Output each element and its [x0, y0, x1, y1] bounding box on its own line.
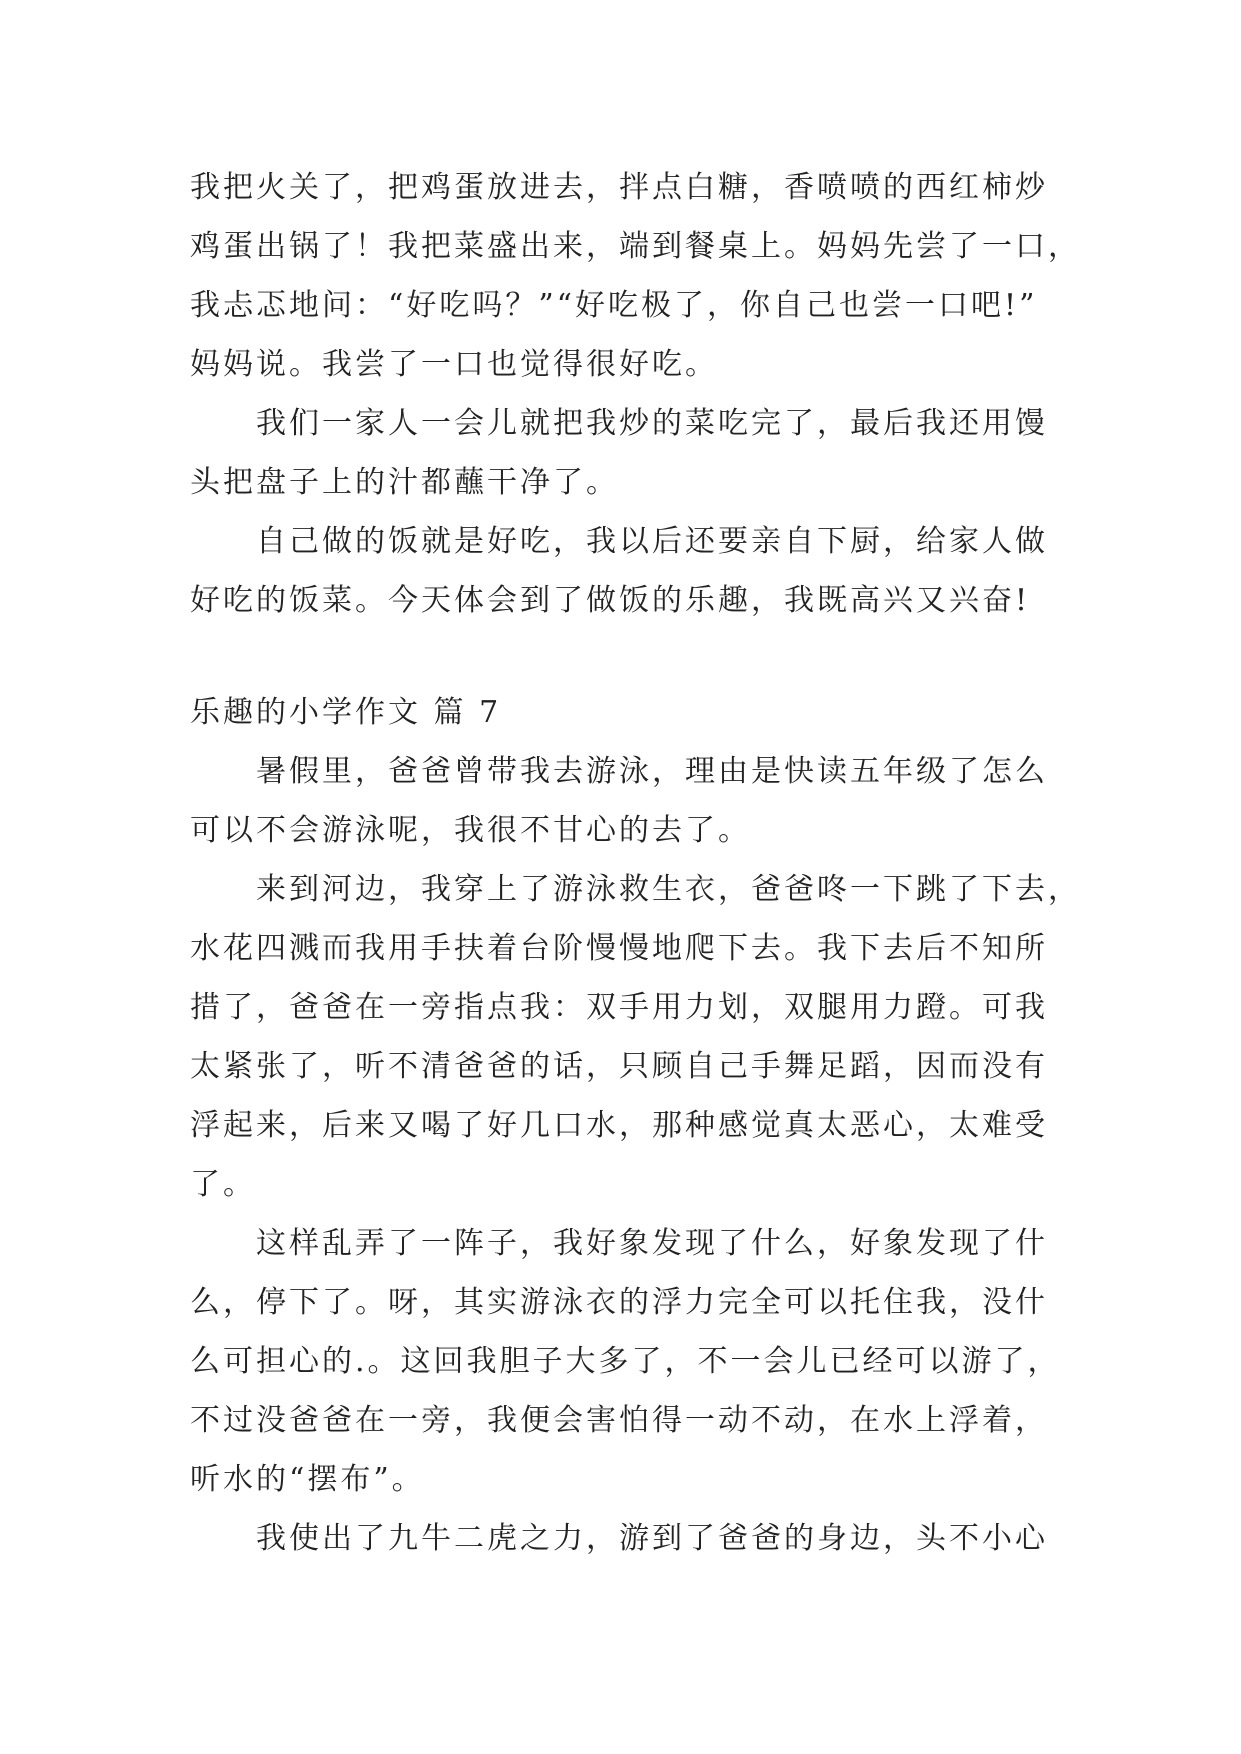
text-line: 鸡蛋出锅了！我把菜盛出来，端到餐桌上。妈妈先尝了一口， [190, 229, 1081, 264]
text-line: 我忐忑地问：“好吃吗？”“好吃极了，你自己也尝一口吧!” [190, 288, 1038, 323]
paragraph-first-line: 我们一家人一会儿就把我炒的菜吃完了，最后我还用馒 [256, 406, 1048, 441]
paragraph-first-line: 暑假里，爸爸曾带我去游泳，理由是快读五年级了怎么 [256, 754, 1048, 789]
paragraph-first-line: 我使出了九牛二虎之力，游到了爸爸的身边，头不小心 [256, 1521, 1048, 1556]
text-line: 可以不会游泳呢，我很不甘心的去了。 [190, 813, 751, 848]
paragraph-first-line: 这样乱弄了一阵子，我好象发现了什么，好象发现了什 [256, 1226, 1048, 1261]
text-line: 么，停下了。呀，其实游泳衣的浮力完全可以托住我，没什 [190, 1285, 1048, 1320]
text-line: 了。 [190, 1167, 256, 1202]
text-line: 浮起来，后来又喝了好几口水，那种感觉真太恶心，太难受 [190, 1108, 1048, 1143]
paragraph-first-line: 来到河边，我穿上了游泳救生衣，爸爸咚一下跳了下去， [256, 872, 1081, 907]
text-line: 措了，爸爸在一旁指点我：双手用力划，双腿用力蹬。可我 [190, 990, 1048, 1025]
text-line: 么可担心的.。这回我胆子大多了，不一会儿已经可以游了， [190, 1344, 1061, 1379]
text-line: 不过没爸爸在一旁，我便会害怕得一动不动，在水上浮着， [190, 1403, 1048, 1438]
paragraph-first-line: 自己做的饭就是好吃，我以后还要亲自下厨，给家人做 [256, 524, 1048, 559]
text-line: 太紧张了，听不清爸爸的话，只顾自己手舞足蹈，因而没有 [190, 1049, 1048, 1084]
text-line: 头把盘子上的汁都蘸干净了。 [190, 465, 619, 500]
text-line: 好吃的饭菜。今天体会到了做饭的乐趣，我既高兴又兴奋! [190, 583, 1031, 618]
text-line: 水花四溅而我用手扶着台阶慢慢地爬下去。我下去后不知所 [190, 931, 1048, 966]
text-line: 妈妈说。我尝了一口也觉得很好吃。 [190, 347, 718, 382]
section-heading: 乐趣的小学作文 篇 7 [190, 695, 502, 730]
text-line: 听水的“摆布”。 [190, 1462, 425, 1497]
text-line: 我把火关了，把鸡蛋放进去，拌点白糖，香喷喷的西红柿炒 [190, 170, 1048, 205]
